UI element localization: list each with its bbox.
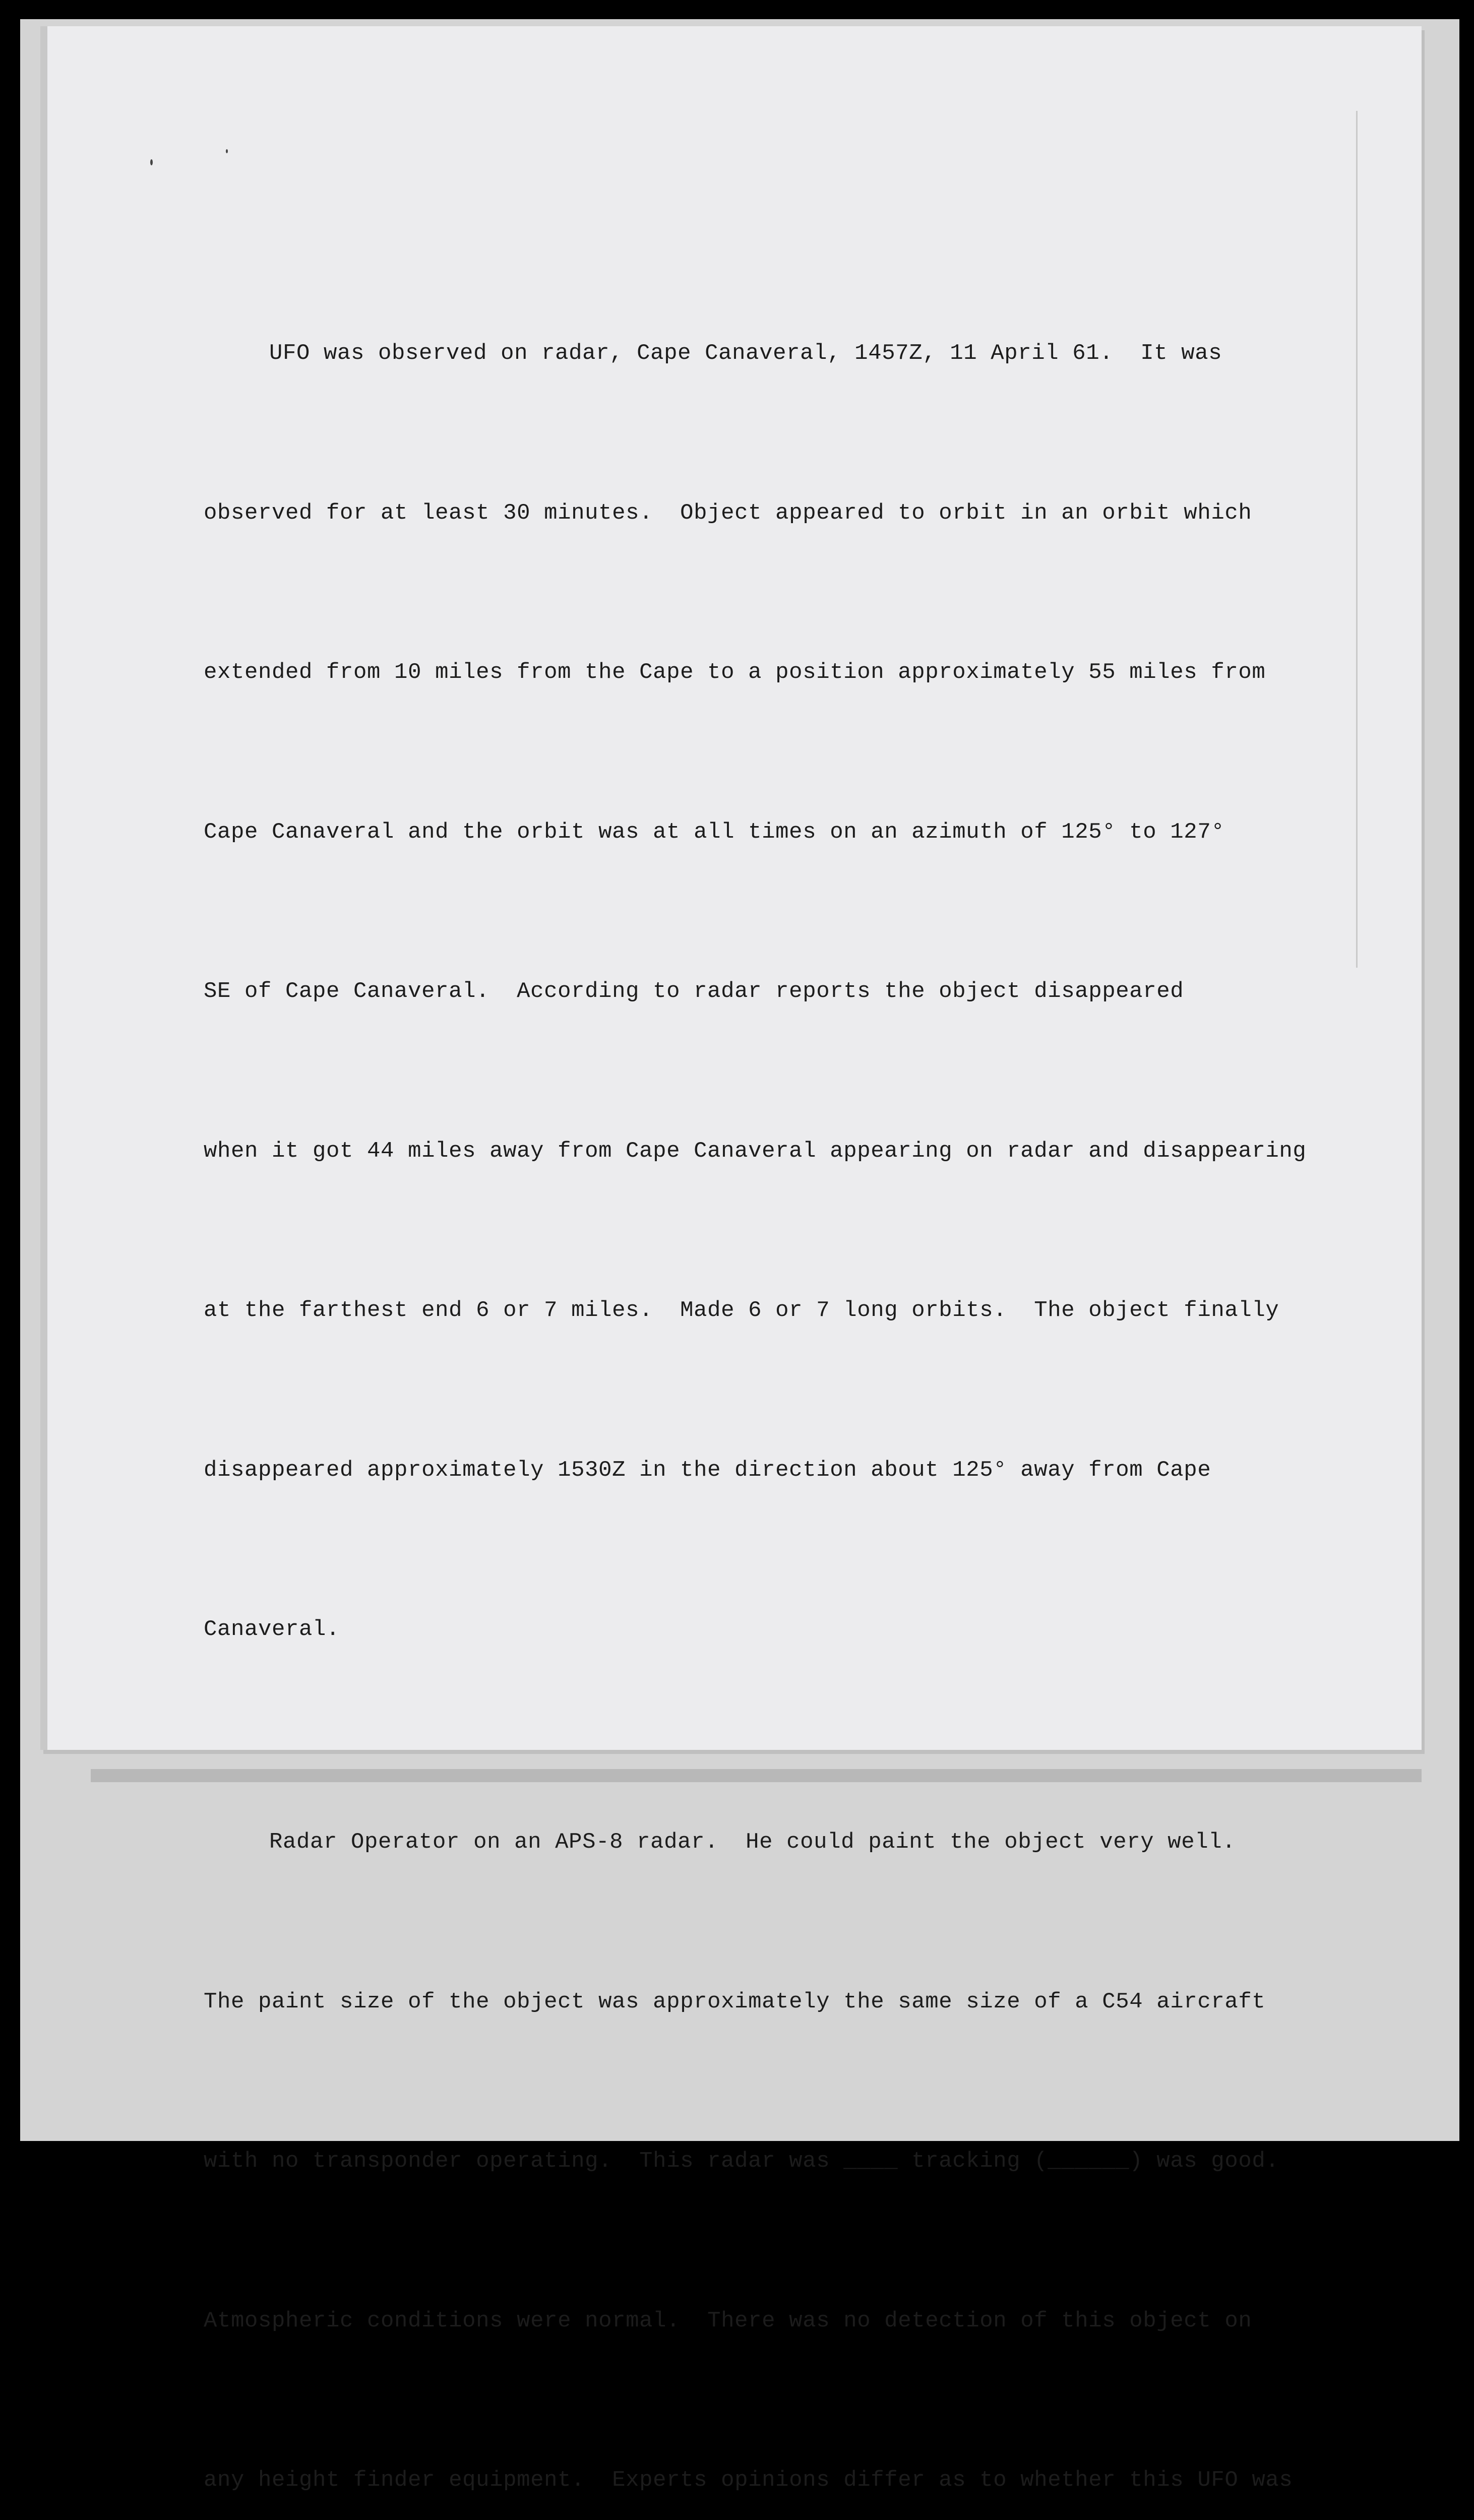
text-line: extended from 10 miles from the Cape to a position approximately 55 miles from xyxy=(204,660,1266,685)
text-line: The paint size of the object was approximately the same size of a C54 aircraft xyxy=(204,1989,1266,2014)
text-line: observed for at least 30 minutes. Object appeared to orbit in an orbit which xyxy=(204,500,1252,526)
text-line: disappeared approximately 1530Z in the direction about 125° away from Cape xyxy=(204,1457,1211,1483)
text-line: UFO was observed on radar, Cape Canaveral, 1457Z, 11 April 61. It was xyxy=(269,341,1222,366)
page-left-edge xyxy=(40,26,47,1750)
text-line: Radar Operator on an APS-8 radar. He could paint the object very well. xyxy=(269,1830,1236,1855)
text-line: Cape Canaveral and the orbit was at all times on an azimuth of 125° to 127° xyxy=(204,819,1225,845)
scan-speck xyxy=(150,159,153,165)
text-line: any height finder equipment. Experts opinions differ as to whether this UFO was xyxy=(204,2468,1293,2493)
text-line: Canaveral. xyxy=(204,1617,340,1642)
scan-speck xyxy=(226,149,228,153)
text-line: when it got 44 miles away from Cape Canaveral appearing on radar and disappearing xyxy=(204,1138,1307,1164)
text-line: Atmospheric conditions were normal. There was no detection of this object on xyxy=(204,2308,1252,2334)
text-line: SE of Cape Canaveral. According to radar reports the object disappeared xyxy=(204,979,1184,1004)
text-line: with no transponder operating. This radar was ____ tracking (______) was good. xyxy=(204,2149,1279,2174)
document-body xyxy=(204,221,1338,2520)
text-line: at the farthest end 6 or 7 miles. Made 6 or 7 long orbits. The object finally xyxy=(204,1298,1279,1323)
page-margin-line xyxy=(1356,111,1358,968)
